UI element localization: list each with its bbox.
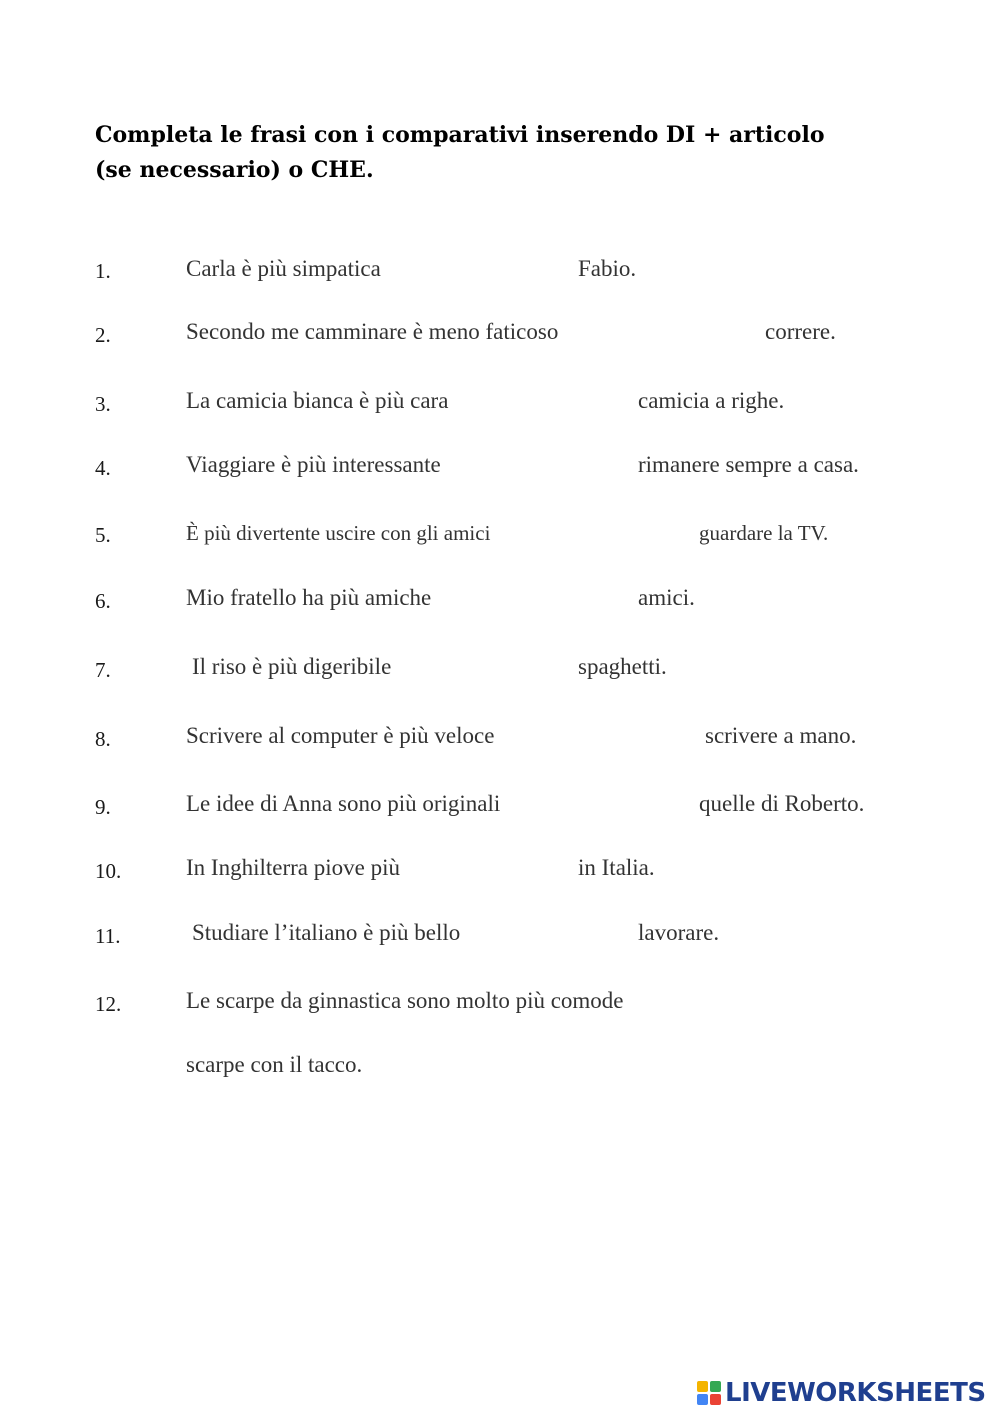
liveworksheets-logo-icon	[697, 1381, 721, 1405]
sentence-start: Viaggiare è più interessante	[186, 452, 441, 477]
sentence-end: scrivere a mano.	[705, 723, 857, 748]
sentence-end: correre.	[765, 319, 836, 344]
sentence-end: camicia a righe.	[638, 388, 785, 413]
item-number: 2.	[95, 323, 111, 347]
item-number: 5.	[95, 523, 111, 547]
logo-square-green	[710, 1381, 721, 1392]
sentence-start: Le scarpe da ginnastica sono molto più comode	[186, 988, 624, 1013]
sentence-end: scarpe con il tacco.	[186, 1052, 363, 1077]
item-number: 6.	[95, 589, 111, 613]
item-number: 3.	[95, 392, 111, 416]
sentence-end: amici.	[638, 585, 695, 610]
sentence-start: Il riso è più digeribile	[192, 654, 392, 679]
sentence-start: Scrivere al computer è più veloce	[186, 723, 495, 748]
sentence-end: quelle di Roberto.	[699, 791, 865, 816]
sentence-start: È più divertente uscire con gli amici	[186, 521, 491, 545]
sentence-start: Secondo me camminare è meno faticoso	[186, 319, 559, 344]
logo-square-blue	[697, 1394, 708, 1405]
item-number: 11.	[95, 924, 121, 948]
item-number: 9.	[95, 795, 111, 819]
logo-square-red	[710, 1394, 721, 1405]
item-number: 7.	[95, 658, 111, 682]
item-number: 1.	[95, 259, 111, 283]
sentence-end: in Italia.	[578, 855, 655, 880]
sentence-end: spaghetti.	[578, 654, 667, 679]
logo-text: LIVEWORKSHEETS	[725, 1378, 986, 1408]
item-number: 4.	[95, 456, 111, 480]
sentence-start: Le idee di Anna sono più originali	[186, 791, 501, 816]
sentence-start: In Inghilterra piove più	[186, 855, 400, 880]
item-number: 12.	[95, 992, 122, 1016]
item-number: 10.	[95, 859, 122, 883]
item-number: 8.	[95, 727, 111, 751]
sentence-end: guardare la TV.	[699, 521, 829, 545]
sentence-end: rimanere sempre a casa.	[638, 452, 859, 477]
sentence-start: Carla è più simpatica	[186, 256, 381, 281]
sentence-start: Studiare l’italiano è più bello	[192, 920, 461, 945]
sentence-end: Fabio.	[578, 256, 637, 281]
logo-square-yellow	[697, 1381, 708, 1392]
sentence-start: La camicia bianca è più cara	[186, 388, 449, 413]
sentence-start: Mio fratello ha più amiche	[186, 585, 432, 610]
sentence-end: lavorare.	[638, 920, 720, 945]
liveworksheets-logo	[697, 1378, 986, 1408]
worksheet-title: Completa le frasi con i comparativi inserendo DI + articolo (se necessario) o CHE.	[95, 122, 825, 183]
